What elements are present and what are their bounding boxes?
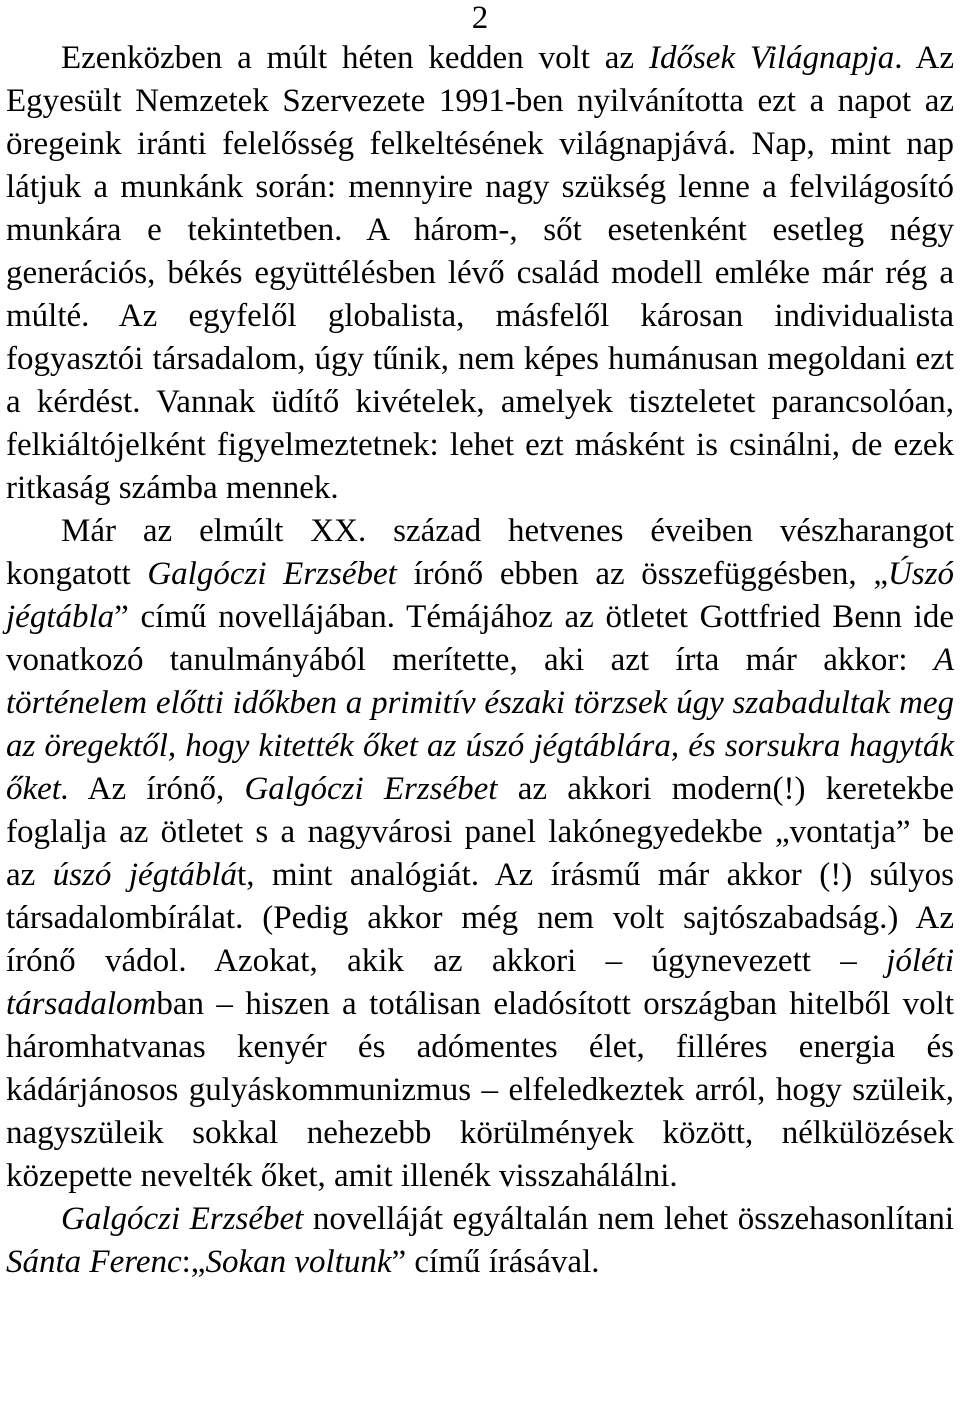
italic-text: jóléti társadalom: [6, 943, 954, 1022]
text-run: írónő ebben az összefüggésben, „: [396, 556, 888, 592]
italic-text: Galgóczi Erzsébet: [244, 771, 498, 807]
text-run: t, mint analógiát. Az írásmű már akkor (!) súlyos társadalombírálat. (Pedig akkor még nem volt sajtószabadság.) Az írónő vádol. Azokat, akik az akkori – úgynevezett –: [6, 857, 955, 979]
italic-text: Úszó jégtábla: [6, 556, 954, 635]
italic-text: Sánta Ferenc: [6, 1244, 182, 1280]
text-run: ” című novellájában. Témájához az ötletet Gottfried Benn ide vonatkozó tanulmányából merítette, aki azt írta már akkor:: [6, 599, 954, 678]
text-run: . Az Egyesült Nemzetek Szervezete 1991-ben nyilvánította ezt a napot az öregeink iránti felelősség felkeltésének világnapjává. Nap, mint nap látjuk a munkánk során: mennyire nagy szükség lenne a felvilágosító munkára e tekintetben. A három-, sőt esetenként esetleg négy generációs, békés együttélésben lévő család modell emléke már rég a múlté. Az egyfelől globalista, másfelől károsan individualista fogyasztói társadalom, úgy tűnik, nem képes humánusan megoldani ezt a kérdést. Vannak üdítő kivételek, amelyek tiszteletet parancsolóan, felkiáltójelként figyelmeztetnek: lehet ezt másként is csinálni, de ezek ritkaság számba mennek.: [6, 40, 954, 506]
paragraph: [6, 510, 954, 1198]
text-run: ” című írásával.: [391, 1244, 600, 1280]
text-run: ban – hiszen a totálisan eladósított országban hitelből volt háromhatvanas kenyér és adómentes élet, filléres energia és kádárjánosos gulyáskommunizmus – elfeledkeztek arról, hogy szüleik, nagyszüleik sokkal nehezebb körülmények között, nélkülözések közepette nevelték őket, amit illenék visszahálálni.: [6, 986, 954, 1194]
paragraph: [6, 1198, 954, 1284]
italic-text: Galgóczi Erzsébet: [147, 556, 397, 592]
text-run: az akkori modern(!) keretekbe foglalja az ötletet s a nagyvárosi panel lakónegyedekbe „vontatja” be az: [6, 771, 954, 893]
page-number: 2: [471, 0, 489, 36]
text-run: novelláját egyáltalán nem lehet összehasonlítani: [303, 1201, 954, 1237]
paragraph: [6, 37, 954, 510]
text-run: Ezenközben a múlt héten kedden volt az: [61, 40, 649, 76]
italic-text: Galgóczi Erzsébet: [61, 1201, 304, 1237]
text-run: Az írónő,: [69, 771, 245, 807]
italic-text: Idősek Világnapja: [648, 40, 895, 76]
italic-text: A történelem előtti időkben a primitív északi törzsek úgy szabadultak meg az öregektől, hogy kitették őket az úszó jégtáblára, és sorsukra hagyták őket.: [6, 642, 954, 807]
text-run: Már az elmúlt XX. század hetvenes éveiben vészharangot kongatott: [6, 513, 954, 592]
italic-text: úszó jégtáblá: [52, 857, 238, 893]
document-body: [6, 37, 954, 1284]
text-run: :„: [181, 1244, 206, 1280]
italic-text: Sokan voltunk: [205, 1244, 392, 1280]
